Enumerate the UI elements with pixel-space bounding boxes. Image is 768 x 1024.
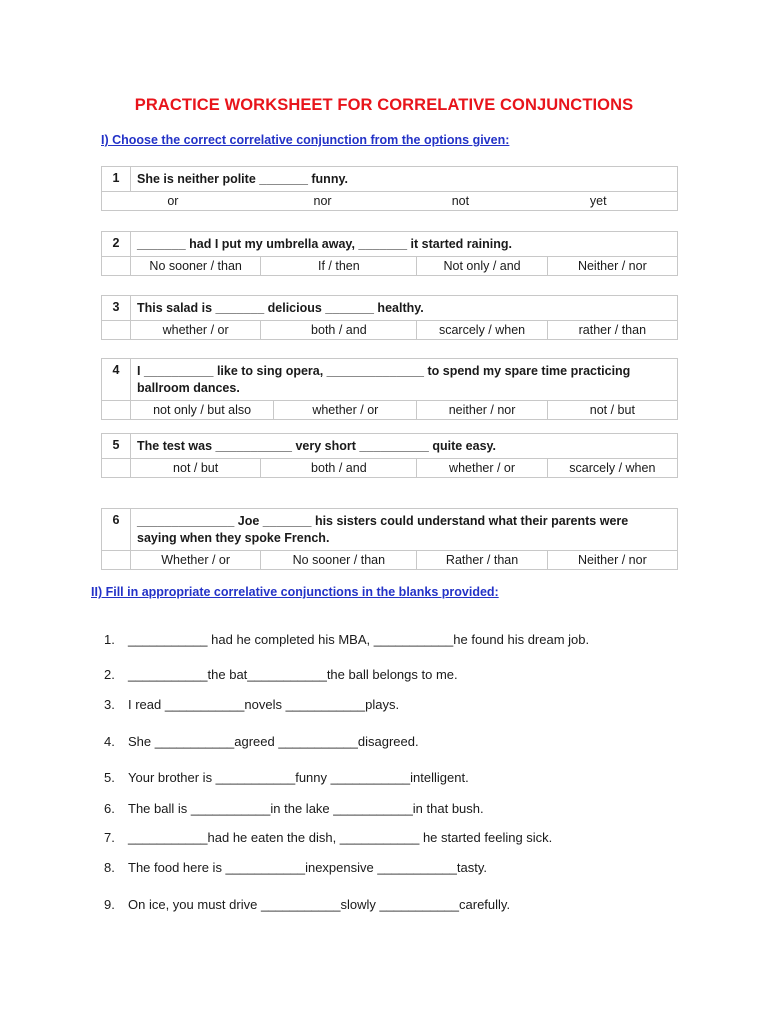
page-title: PRACTICE WORKSHEET FOR CORRELATIVE CONJUNCTIONS: [134, 96, 634, 114]
option[interactable]: scarcely / when: [416, 321, 546, 339]
option[interactable]: yet: [589, 194, 607, 208]
item-number: 3.: [104, 697, 115, 712]
option[interactable]: not / but: [173, 461, 219, 475]
item-text: The ball is ___________in the lake ___________in that bush.: [128, 801, 484, 816]
item-text: Your brother is ___________funny ___________intelligent.: [128, 770, 469, 785]
item-number: 5.: [104, 770, 115, 785]
option[interactable]: Rather / than: [416, 551, 546, 569]
fill-item: [104, 632, 589, 647]
fill-item: [104, 770, 469, 785]
option[interactable]: whether / or: [273, 401, 416, 419]
options-row: [131, 459, 677, 477]
item-text: ___________the bat___________the ball belongs to me.: [128, 667, 458, 682]
option[interactable]: neither / nor: [416, 401, 546, 419]
question-table-3: [101, 295, 678, 340]
fill-item: [104, 897, 510, 912]
fill-item: [104, 697, 399, 712]
fill-item: [104, 860, 487, 875]
options-row: [131, 401, 677, 419]
question-number: 3: [102, 296, 131, 321]
option[interactable]: not only / but also: [153, 403, 252, 417]
option[interactable]: whether / or: [416, 459, 546, 477]
option[interactable]: Not only / and: [416, 257, 546, 275]
question-stem: This salad is _______ delicious _______ healthy.: [131, 296, 678, 321]
question-number: 2: [102, 232, 131, 257]
section-2-heading: II) Fill in appropriate correlative conjunctions in the blanks provided:: [91, 585, 499, 599]
option[interactable]: Neither / nor: [547, 551, 677, 569]
question-number: 5: [102, 434, 131, 459]
item-number: 7.: [104, 830, 115, 845]
question-number: 4: [102, 359, 131, 401]
question-table-4: [101, 358, 678, 420]
question-stem: The test was ___________ very short __________ quite easy.: [131, 434, 678, 459]
option[interactable]: not: [451, 194, 470, 208]
item-number: 6.: [104, 801, 115, 816]
option[interactable]: Neither / nor: [547, 257, 677, 275]
question-table-5: [101, 433, 678, 478]
item-number: 8.: [104, 860, 115, 875]
option[interactable]: scarcely / when: [547, 459, 677, 477]
item-text: I read ___________novels ___________plays.: [128, 697, 400, 712]
item-number: 4.: [104, 734, 115, 749]
item-number: 1.: [104, 632, 115, 647]
item-text: ___________had he eaten the dish, ___________ he started feeling sick.: [128, 830, 553, 845]
fill-item: [104, 734, 419, 749]
options-row: [131, 321, 677, 339]
question-number: 6: [102, 509, 131, 551]
item-text: On ice, you must drive ___________slowly ___________carefully.: [128, 897, 511, 912]
option[interactable]: both / and: [260, 321, 416, 339]
option[interactable]: If / then: [260, 257, 416, 275]
option[interactable]: both / and: [260, 459, 416, 477]
item-text: She ___________agreed ___________disagreed.: [128, 734, 419, 749]
item-text: ___________ had he completed his MBA, ___________he found his dream job.: [128, 632, 590, 647]
option[interactable]: No sooner / than: [260, 551, 416, 569]
question-table-1: [101, 166, 678, 211]
fill-item: [104, 830, 552, 845]
option[interactable]: No sooner / than: [149, 259, 242, 273]
option[interactable]: or: [167, 194, 179, 208]
question-stem: _______ had I put my umbrella away, _______ it started raining.: [131, 232, 678, 257]
fill-item: [104, 801, 484, 816]
item-number: 2.: [104, 667, 115, 682]
question-stem: She is neither polite _______ funny.: [131, 167, 678, 192]
option[interactable]: rather / than: [547, 321, 677, 339]
question-stem: ______________ Joe _______ his sisters could understand what their parents were saying when they spoke French.: [131, 509, 678, 551]
option[interactable]: whether / or: [162, 323, 229, 337]
question-number: 1: [102, 167, 131, 192]
question-stem: I __________ like to sing opera, ______________ to spend my spare time practicing ballroom dances.: [131, 359, 678, 401]
options-row: [131, 257, 677, 275]
fill-item: [104, 667, 458, 682]
option[interactable]: nor: [313, 194, 332, 208]
options-row: [102, 192, 677, 210]
options-row: [131, 551, 677, 569]
option[interactable]: not / but: [547, 401, 677, 419]
item-number: 9.: [104, 897, 115, 912]
question-table-6: [101, 508, 678, 570]
question-table-2: [101, 231, 678, 276]
item-text: The food here is ___________inexpensive ___________tasty.: [128, 860, 487, 875]
section-1-heading: I) Choose the correct correlative conjunction from the options given:: [101, 133, 510, 147]
option[interactable]: Whether / or: [161, 553, 231, 567]
